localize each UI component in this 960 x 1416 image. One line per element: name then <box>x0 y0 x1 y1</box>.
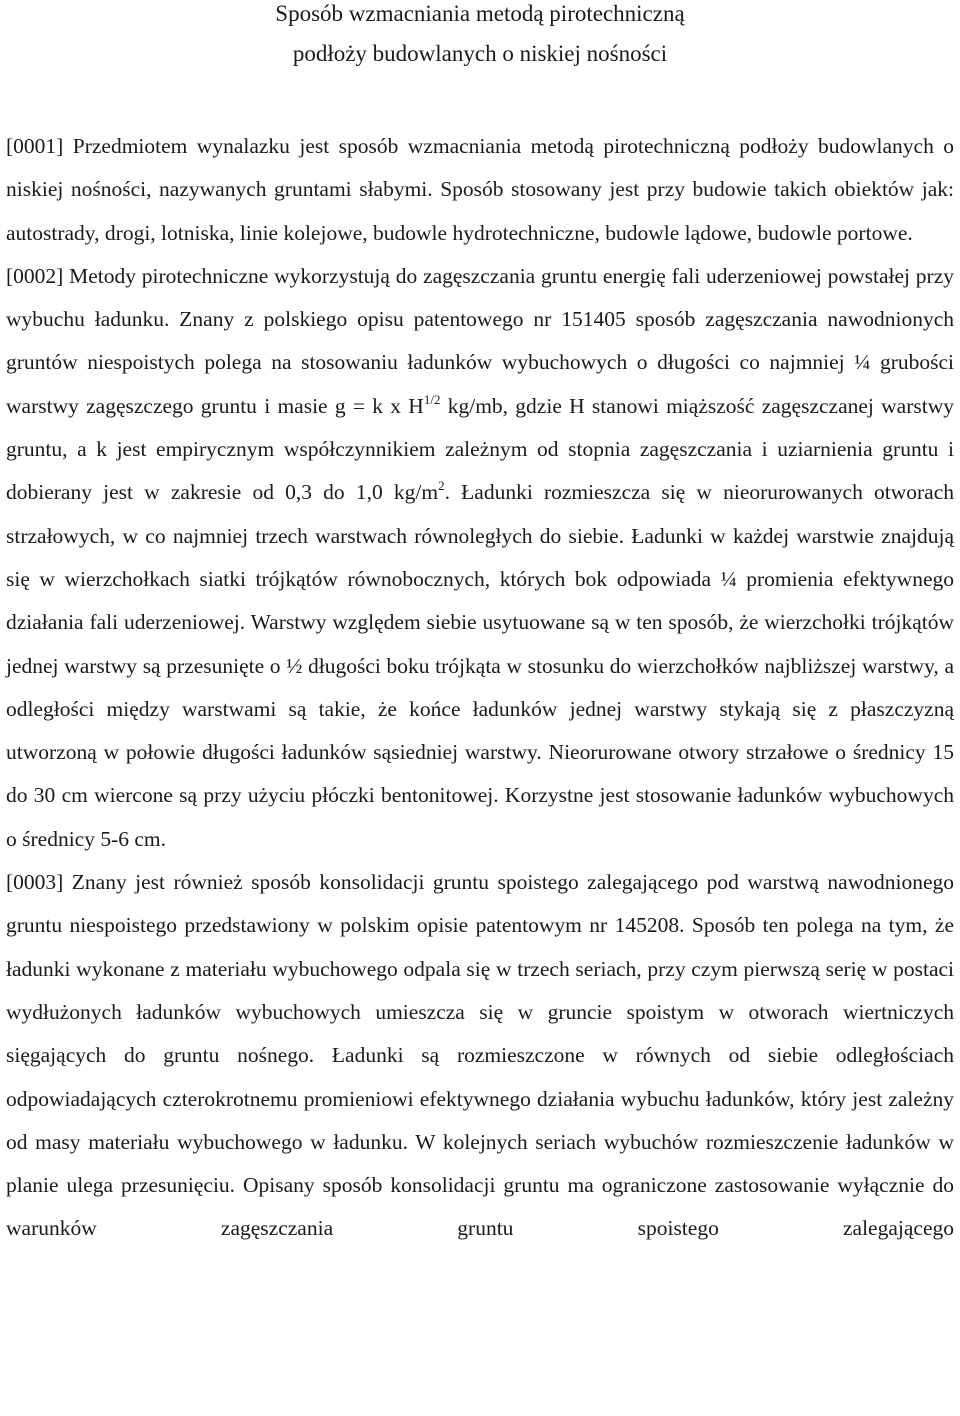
paragraph-0002-part-1: [0002] Metody pirotechniczne wykorzystują do zagęszczania gruntu energię fali uderzeniowej powstałej przy wybuchu ładunku. Znany z polskiego opisu patentowego nr 151405 sposób zagęszczania nawodnionych gruntów niespoistych polega na stosowaniu ładunków wybuchowych o długości co najmniej ¼ grubości warstwy zagęszczego gruntu i masie g = k x H <box>6 263 954 418</box>
document-title-line-1: Sposób wzmacniania metodą pirotechniczną <box>275 1 685 26</box>
paragraph-0002-part-3: . Ładunki rozmieszcza się w nieorurowanych otworach strzałowych, w co najmniej trzech warstwach równoległych do siebie. Ładunki w każdej warstwie znajdują się w wierzchołkach siatki trójkątów równobocznych, których bok odpowiada ¼ promienia efektywnego działania fali uderzeniowej. Warstwy względem siebie usytuowane są w ten sposób, że wierzchołki trójkątów jednej warstwy są przesunięte o ½ długości boku trójkąta w stosunku do wierzchołków najbliższej warstwy, a odległości między warstwami są takie, że końce ładunków jednej warstwy stykają się z płaszczyzną utworzoną w połowie długości ładunków sąsiedniej warstwy. Nieorurowane otwory strzałowe o średnicy 15 do 30 cm wiercone są przy użyciu płóczki bentonitowej. Korzystne jest stosowanie ładunków wybuchowych o średnicy 5-6 cm. <box>6 480 954 851</box>
exponent-superscript: 1/2 <box>423 391 441 407</box>
paragraph-0003: [0003] Znany jest również sposób konsolidacji gruntu spoistego zalegającego pod warstwą nawodnionego gruntu niespoistego przedstawiony w polskim opisie patentowym nr 145208. Sposób ten polega na tym, że ładunki wykonane z materiału wybuchowego odpala się w trzech seriach, przy czym pierwszą serię w postaci wydłużonych ładunków wybuchowych umieszcza się w gruncie spoistym w otworach wiertniczych sięgających do gruntu nośnego. Ładunki są rozmieszczone w równych od siebie odległościach odpowiadających czterokrotnemu promieniowi efektywnego działania wybuchu ładunków, który jest zależny od masy materiału wybuchowego w ładunku. W kolejnych seriach wybuchów rozmieszczenie ładunków w planie ulega przesunięciu. Opisany sposób konsolidacji gruntu ma ograniczone zastosowanie wyłącznie do warunków zagęszczania gruntu spoistego zalegającego <box>6 870 954 1241</box>
paragraph-0001: [0001] Przedmiotem wynalazku jest sposób wzmacniania metodą pirotechniczną podłoży budowlanych o niskiej nośności, nazywanych gruntami słabymi. Sposób stosowany jest przy budowie takich obiektów jak: autostrady, drogi, lotniska, linie kolejowe, budowle hydrotechniczne, budowle lądowe, budowle portowe. <box>6 134 954 245</box>
unit-superscript: 2 <box>438 478 445 494</box>
paragraph-0002 <box>6 255 954 861</box>
document-title-line-2: podłoży budowlanych o niskiej nośności <box>292 41 668 66</box>
paragraph-0002-part-2: kg/mb, gdzie H stanowi miąższość zagęszczanej warstwy gruntu, a k jest empirycznym współczynnikiem zależnym od stopnia zagęszczania i uziarnienia gruntu i dobierany jest w zakresie od 0,3 do 1,0 kg/m <box>6 393 954 505</box>
document-body <box>6 125 954 1251</box>
